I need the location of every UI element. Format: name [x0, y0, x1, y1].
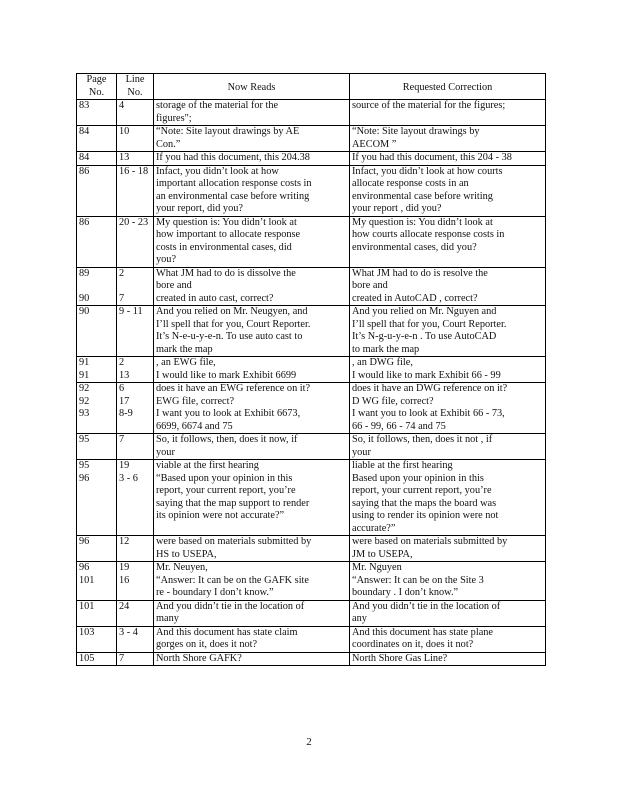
now-reads-cell	[154, 434, 350, 460]
requested-correction-cell	[350, 562, 546, 601]
line-cell	[117, 216, 154, 267]
page-number: 2	[306, 736, 312, 748]
now-reads-cell	[154, 383, 350, 434]
table-row	[77, 100, 546, 126]
requested-correction-cell-line: boundary . I don’t know.”	[352, 587, 459, 598]
now-reads-cell	[154, 600, 350, 626]
requested-correction-label: Requested Correction	[402, 82, 493, 93]
requested-correction-cell-line: And you didn’t tie in the location of	[352, 600, 501, 612]
now-reads-cell-line: many	[156, 613, 179, 624]
now-reads-cell-line: And this document has state claim	[156, 626, 298, 638]
line-cell-line: 7	[119, 292, 125, 304]
requested-correction-cell-line: liable at the first hearing	[352, 460, 453, 471]
page-cell-line: 95	[79, 460, 90, 471]
now-reads-cell	[154, 562, 350, 601]
requested-correction-cell	[350, 267, 546, 306]
table-row	[77, 165, 546, 216]
requested-correction-header	[350, 74, 546, 100]
now-reads-cell	[154, 536, 350, 562]
page-cell-line: 95	[79, 434, 90, 445]
page-cell-line: 86	[79, 165, 90, 177]
line-cell-line: 20 - 23	[119, 216, 149, 228]
requested-correction-cell-line: created in AutoCAD , correct?	[352, 292, 478, 304]
now-reads-cell-line: “Note: Site layout drawings by AE	[156, 126, 300, 137]
line-cell-line: 9 - 11	[119, 306, 143, 317]
line-cell-line: 4	[119, 100, 125, 111]
now-reads-cell-line: figures";	[156, 112, 192, 124]
requested-correction-cell-line: 66 - 99, 66 - 74 and 75	[352, 420, 446, 432]
now-reads-cell-line: So, it follows, then, does it now, if	[156, 434, 298, 445]
page-cell-line: 93	[79, 408, 90, 419]
page-cell-line: 83	[79, 100, 90, 111]
requested-correction-cell-line: allocate response costs in an	[352, 178, 469, 189]
line-cell	[117, 562, 154, 601]
requested-correction-cell	[350, 652, 546, 666]
page-cell-line: 96	[79, 472, 90, 484]
now-reads-cell-line: 6699, 6674 and 75	[156, 420, 233, 432]
line-cell-line: 2	[119, 357, 125, 368]
page-cell-line: 84	[79, 126, 90, 137]
now-reads-cell-line: I would like to mark Exhibit 6699	[156, 369, 297, 381]
now-reads-cell	[154, 152, 350, 166]
line-cell	[117, 306, 154, 357]
table-row	[77, 383, 546, 434]
requested-correction-cell-line: It’s N-g-u-y-e-n . To use AutoCAD	[352, 331, 497, 342]
requested-correction-cell	[350, 460, 546, 536]
requested-correction-cell	[350, 383, 546, 434]
table-row	[77, 126, 546, 152]
now-reads-cell-line: report, your current report, you’re	[156, 485, 296, 496]
page-cell	[77, 383, 117, 434]
page-cell	[77, 460, 117, 536]
requested-correction-cell-line: environmental cases, did you?	[352, 241, 477, 253]
line-no-header-line2: No.	[127, 86, 143, 98]
requested-correction-cell-line: how courts allocate response costs in	[352, 229, 505, 240]
page-cell-line: 101	[79, 574, 95, 586]
line-cell	[117, 152, 154, 166]
page-no-header	[77, 74, 117, 100]
line-cell-line: 19	[119, 460, 130, 471]
line-cell	[117, 267, 154, 306]
line-cell-line: 17	[119, 395, 130, 407]
page-cell-line: 96	[79, 536, 90, 547]
requested-correction-cell-line: bore and	[352, 280, 388, 291]
page-cell-line: 91	[79, 369, 90, 381]
line-cell	[117, 383, 154, 434]
line-cell-line: 8-9	[119, 408, 133, 419]
requested-correction-cell-line: Based upon your opinion in this	[352, 472, 484, 484]
now-reads-cell-line: bore and	[156, 280, 192, 291]
line-cell	[117, 100, 154, 126]
requested-correction-cell-line: were based on materials submitted by	[352, 536, 508, 547]
table-row	[77, 434, 546, 460]
now-reads-cell-line: HS to USEPA,	[156, 548, 217, 560]
requested-correction-cell-line: If you had this document, this 204 - 38	[352, 152, 512, 163]
requested-correction-cell	[350, 100, 546, 126]
page-cell-line: 84	[79, 152, 90, 163]
line-cell-line: 7	[119, 652, 125, 664]
table-row	[77, 357, 546, 383]
page-cell-line: 86	[79, 216, 90, 228]
table-row	[77, 216, 546, 267]
line-cell	[117, 460, 154, 536]
page-cell-line: 90	[79, 292, 90, 304]
line-no-header	[117, 74, 154, 100]
now-reads-cell	[154, 357, 350, 383]
now-reads-cell-line: gorges on it, does it not?	[156, 639, 258, 650]
now-reads-cell-line: your report, did you?	[156, 203, 243, 214]
page-no-header-line2: No.	[88, 86, 105, 98]
requested-correction-cell	[350, 165, 546, 216]
requested-correction-cell-line: So, it follows, then, does it not , if	[352, 434, 493, 445]
requested-correction-cell-line: AECOM ”	[352, 138, 397, 150]
page-no-header-line1: Page	[86, 74, 107, 85]
requested-correction-cell-line: to mark the map	[352, 343, 420, 355]
requested-correction-cell-line: your report , did you?	[352, 203, 442, 214]
now-reads-label: Now Reads	[227, 82, 276, 93]
page-cell-line: 92	[79, 395, 90, 407]
line-cell-line: 3 - 4	[119, 626, 138, 638]
now-reads-cell	[154, 216, 350, 267]
requested-correction-cell-line: What JM had to do is resolve the	[352, 267, 488, 279]
page-cell	[77, 357, 117, 383]
now-reads-cell	[154, 460, 350, 536]
requested-correction-cell-line: I want you to look at Exhibit 66 - 73,	[352, 408, 505, 419]
line-no-header-line1: Line	[125, 74, 145, 85]
page-cell-line: 101	[79, 600, 95, 612]
requested-correction-cell	[350, 434, 546, 460]
now-reads-cell-line: its opinion were not accurate?”	[156, 510, 285, 521]
now-reads-cell	[154, 165, 350, 216]
table-row	[77, 562, 546, 601]
now-reads-cell-line: created in auto cast, correct?	[156, 292, 274, 304]
page-cell-line: 90	[79, 306, 90, 317]
line-cell-line	[119, 280, 151, 293]
now-reads-cell-line: I’ll spell that for you, Court Reporter.	[156, 318, 311, 330]
now-reads-cell	[154, 626, 350, 652]
page-cell	[77, 267, 117, 306]
now-reads-cell-line: were based on materials submitted by	[156, 536, 312, 547]
table-row	[77, 460, 546, 536]
requested-correction-cell-line: using to render its opinion were not	[352, 510, 499, 521]
line-cell	[117, 536, 154, 562]
requested-correction-cell-line: And you relied on Mr. Nguyen and	[352, 306, 497, 317]
page-cell	[77, 562, 117, 601]
line-cell	[117, 434, 154, 460]
page-cell	[77, 152, 117, 166]
now-reads-cell-line: your	[156, 446, 175, 458]
line-cell-line: 13	[119, 152, 130, 163]
now-reads-cell-line: does it have an EWG reference on it?	[156, 383, 311, 394]
page-cell	[77, 306, 117, 357]
requested-correction-cell-line: JM to USEPA,	[352, 548, 413, 560]
requested-correction-cell-line: And this document has state plane	[352, 626, 493, 638]
line-cell-line: 2	[119, 267, 125, 279]
page-cell	[77, 434, 117, 460]
page-cell-line: 103	[79, 626, 95, 638]
now-reads-cell	[154, 100, 350, 126]
page-cell	[77, 600, 117, 626]
now-reads-cell-line: And you relied on Mr. Neugyen, and	[156, 306, 308, 317]
now-reads-cell-line: Con.”	[156, 138, 181, 150]
errata-body	[77, 100, 546, 666]
table-row	[77, 152, 546, 166]
page-cell-line	[79, 280, 114, 293]
page-cell	[77, 165, 117, 216]
now-reads-cell-line: Infact, you didn’t look at how	[156, 165, 279, 177]
line-cell-line: 16 - 18	[119, 165, 149, 177]
page-cell	[77, 216, 117, 267]
page-cell-line: 89	[79, 267, 90, 279]
now-reads-cell-line: how important to allocate response	[156, 229, 301, 240]
requested-correction-cell-line: , an DWG file,	[352, 357, 413, 368]
requested-correction-cell-line: My question is: You didn’t look at	[352, 216, 493, 228]
line-cell-line: 13	[119, 369, 130, 381]
errata-table	[76, 73, 546, 666]
line-cell-line: 3 - 6	[119, 472, 138, 484]
table-row	[77, 626, 546, 652]
requested-correction-cell	[350, 536, 546, 562]
requested-correction-cell-line: I would like to mark Exhibit 66 - 99	[352, 369, 501, 381]
now-reads-cell	[154, 126, 350, 152]
line-cell-line: 24	[119, 600, 130, 612]
line-cell-line: 7	[119, 434, 125, 445]
now-reads-cell-line: It’s N-e-u-y-e-n. To use auto cast to	[156, 331, 303, 342]
line-cell-line	[119, 421, 151, 434]
line-cell-line: 10	[119, 126, 130, 137]
page-cell	[77, 626, 117, 652]
now-reads-cell-line: viable at the first hearing	[156, 460, 259, 471]
requested-correction-cell-line: any	[352, 613, 367, 624]
requested-correction-cell-line: source of the material for the figures;	[352, 100, 506, 111]
requested-correction-cell-line: your	[352, 446, 371, 458]
requested-correction-cell-line: accurate?”	[352, 522, 396, 534]
requested-correction-cell	[350, 216, 546, 267]
requested-correction-cell-line: “Answer: It can be on the Site 3	[352, 574, 484, 586]
line-cell-line: 19	[119, 562, 130, 573]
page-cell	[77, 536, 117, 562]
requested-correction-cell	[350, 600, 546, 626]
now-reads-cell-line: saying that the map support to render	[156, 497, 310, 509]
now-reads-cell	[154, 267, 350, 306]
line-cell	[117, 126, 154, 152]
requested-correction-cell-line: “Note: Site layout drawings by	[352, 126, 480, 137]
requested-correction-cell-line: Mr. Nguyen	[352, 562, 402, 573]
now-reads-cell-line: , an EWG file,	[156, 357, 216, 368]
requested-correction-cell	[350, 126, 546, 152]
requested-correction-cell-line: coordinates on it, does it not?	[352, 639, 474, 650]
page-cell-line: 105	[79, 652, 95, 664]
page-cell-line	[79, 421, 114, 434]
now-reads-cell-line: What JM had to do is dissolve the	[156, 267, 296, 279]
line-cell	[117, 626, 154, 652]
requested-correction-cell-line: North Shore Gas Line?	[352, 652, 448, 664]
line-cell	[117, 357, 154, 383]
now-reads-cell-line: an environmental case before writing	[156, 190, 310, 202]
table-row	[77, 536, 546, 562]
now-reads-header	[154, 74, 350, 100]
table-row	[77, 306, 546, 357]
line-cell	[117, 600, 154, 626]
requested-correction-cell	[350, 152, 546, 166]
line-cell-line: 16	[119, 574, 130, 586]
page-cell	[77, 126, 117, 152]
requested-correction-cell-line: saying that the maps the board was	[352, 497, 497, 509]
requested-correction-cell-line: report, your current report, you’re	[352, 485, 492, 496]
line-cell-line: 12	[119, 536, 130, 547]
now-reads-cell-line: mark the map	[156, 343, 213, 355]
now-reads-cell	[154, 652, 350, 666]
now-reads-cell-line: Mr. Neuyen,	[156, 562, 208, 573]
now-reads-cell-line: storage of the material for the	[156, 100, 279, 111]
page-cell-line: 96	[79, 562, 90, 573]
now-reads-cell-line: EWG file, correct?	[156, 395, 235, 407]
requested-correction-cell-line: Infact, you didn’t look at how courts	[352, 165, 503, 177]
now-reads-cell-line: North Shore GAFK?	[156, 652, 242, 664]
header-row	[77, 74, 546, 100]
line-cell	[117, 652, 154, 666]
requested-correction-cell	[350, 626, 546, 652]
now-reads-cell-line: My question is: You didn’t look at	[156, 216, 297, 228]
table-row	[77, 652, 546, 666]
page-cell-line: 91	[79, 357, 90, 368]
requested-correction-cell-line: does it have an DWG reference on it?	[352, 383, 508, 394]
now-reads-cell-line: “Based upon your opinion in this	[156, 472, 293, 484]
requested-correction-cell-line: D WG file, correct?	[352, 395, 434, 407]
line-cell	[117, 165, 154, 216]
now-reads-cell-line: you?	[156, 254, 177, 265]
line-cell-line: 6	[119, 383, 125, 394]
now-reads-cell-line: costs in environmental cases, did	[156, 241, 292, 253]
now-reads-cell-line: I want you to look at Exhibit 6673,	[156, 408, 301, 419]
page-cell	[77, 100, 117, 126]
requested-correction-cell	[350, 357, 546, 383]
now-reads-cell-line: If you had this document, this 204.38	[156, 152, 310, 163]
now-reads-cell-line: re - boundary I don’t know.”	[156, 587, 274, 598]
now-reads-cell-line: “Answer: It can be on the GAFK site	[156, 574, 309, 586]
requested-correction-cell-line: I’ll spell that for you, Court Reporter.	[352, 318, 507, 330]
table-row	[77, 600, 546, 626]
page-cell-line: 92	[79, 383, 90, 394]
requested-correction-cell	[350, 306, 546, 357]
now-reads-cell-line: important allocation response costs in	[156, 178, 312, 189]
requested-correction-cell-line: environmental case before writing	[352, 190, 493, 202]
page-cell	[77, 652, 117, 666]
now-reads-cell	[154, 306, 350, 357]
now-reads-cell-line: And you didn’t tie in the location of	[156, 600, 305, 612]
table-row	[77, 267, 546, 306]
